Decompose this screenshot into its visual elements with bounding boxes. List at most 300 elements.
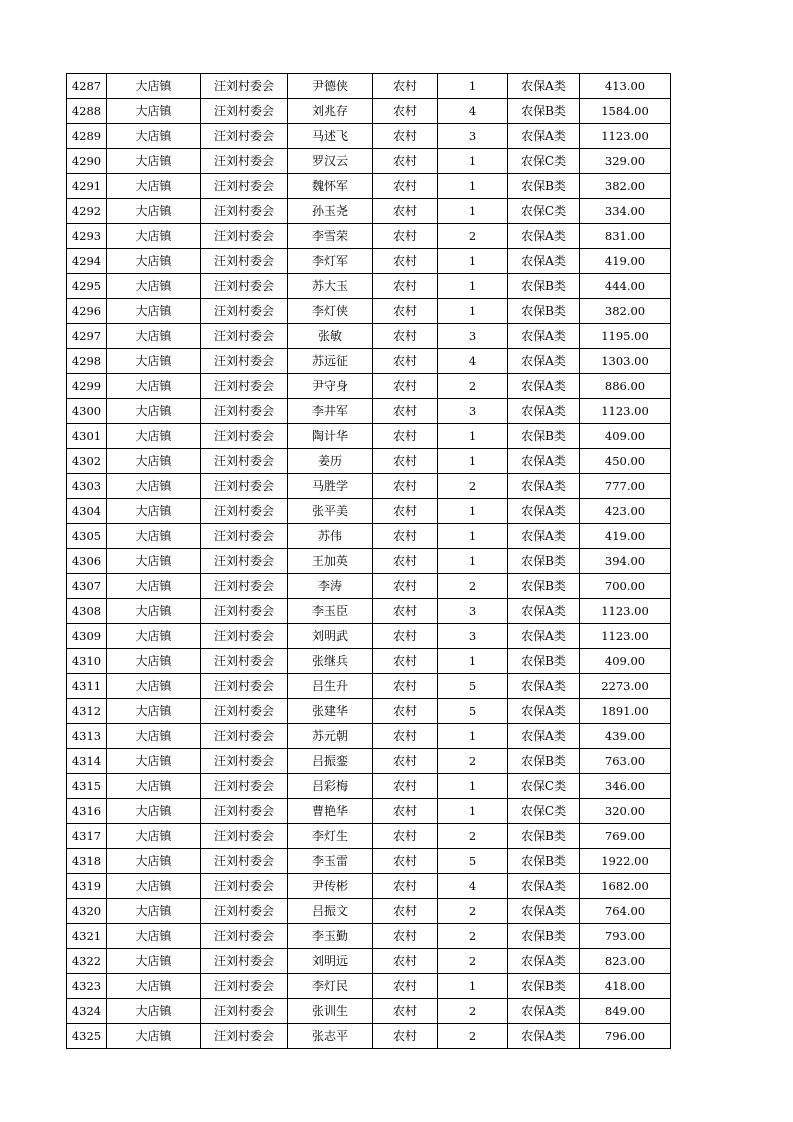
table-row <box>67 274 671 299</box>
village-committee-cell: 汪刘村委会 <box>201 274 288 299</box>
area-type-cell: 农村 <box>373 324 438 349</box>
town-cell: 大店镇 <box>107 249 201 274</box>
village-committee-cell: 汪刘村委会 <box>201 624 288 649</box>
insurance-category-cell: 农保A类 <box>508 124 580 149</box>
town-cell: 大店镇 <box>107 474 201 499</box>
table-row <box>67 949 671 974</box>
household-size-cell: 1 <box>438 549 508 574</box>
insurance-category-cell: 农保A类 <box>508 349 580 374</box>
town-cell: 大店镇 <box>107 849 201 874</box>
household-size-cell: 1 <box>438 174 508 199</box>
table-row <box>67 99 671 124</box>
household-size-cell: 1 <box>438 249 508 274</box>
household-size-cell: 1 <box>438 724 508 749</box>
village-committee-cell: 汪刘村委会 <box>201 74 288 99</box>
town-cell: 大店镇 <box>107 624 201 649</box>
village-committee-cell: 汪刘村委会 <box>201 99 288 124</box>
area-type-cell: 农村 <box>373 474 438 499</box>
table-body <box>67 74 671 1049</box>
name-cell: 马胜学 <box>288 474 373 499</box>
amount-cell: 700.00 <box>580 574 671 599</box>
village-committee-cell: 汪刘村委会 <box>201 824 288 849</box>
table-row <box>67 824 671 849</box>
table-row <box>67 724 671 749</box>
row-number-cell: 4319 <box>67 874 107 899</box>
town-cell: 大店镇 <box>107 524 201 549</box>
row-number-cell: 4313 <box>67 724 107 749</box>
row-number-cell: 4311 <box>67 674 107 699</box>
amount-cell: 1891.00 <box>580 699 671 724</box>
household-size-cell: 2 <box>438 1024 508 1049</box>
row-number-cell: 4316 <box>67 799 107 824</box>
amount-cell: 886.00 <box>580 374 671 399</box>
insurance-category-cell: 农保C类 <box>508 149 580 174</box>
row-number-cell: 4288 <box>67 99 107 124</box>
village-committee-cell: 汪刘村委会 <box>201 674 288 699</box>
town-cell: 大店镇 <box>107 574 201 599</box>
name-cell: 刘兆存 <box>288 99 373 124</box>
household-size-cell: 5 <box>438 849 508 874</box>
household-size-cell: 1 <box>438 799 508 824</box>
village-committee-cell: 汪刘村委会 <box>201 224 288 249</box>
area-type-cell: 农村 <box>373 874 438 899</box>
area-type-cell: 农村 <box>373 499 438 524</box>
household-size-cell: 1 <box>438 149 508 174</box>
table-row <box>67 349 671 374</box>
row-number-cell: 4310 <box>67 649 107 674</box>
row-number-cell: 4322 <box>67 949 107 974</box>
village-committee-cell: 汪刘村委会 <box>201 724 288 749</box>
insurance-category-cell: 农保A类 <box>508 999 580 1024</box>
household-size-cell: 4 <box>438 874 508 899</box>
insurance-category-cell: 农保B类 <box>508 824 580 849</box>
insurance-category-cell: 农保B类 <box>508 299 580 324</box>
table-row <box>67 374 671 399</box>
village-committee-cell: 汪刘村委会 <box>201 299 288 324</box>
table-row <box>67 224 671 249</box>
village-committee-cell: 汪刘村委会 <box>201 774 288 799</box>
town-cell: 大店镇 <box>107 699 201 724</box>
area-type-cell: 农村 <box>373 699 438 724</box>
insurance-category-cell: 农保C类 <box>508 199 580 224</box>
village-committee-cell: 汪刘村委会 <box>201 324 288 349</box>
amount-cell: 1682.00 <box>580 874 671 899</box>
name-cell: 尹德侠 <box>288 74 373 99</box>
amount-cell: 409.00 <box>580 649 671 674</box>
row-number-cell: 4290 <box>67 149 107 174</box>
village-committee-cell: 汪刘村委会 <box>201 999 288 1024</box>
area-type-cell: 农村 <box>373 374 438 399</box>
amount-cell: 1123.00 <box>580 124 671 149</box>
area-type-cell: 农村 <box>373 149 438 174</box>
name-cell: 李灯军 <box>288 249 373 274</box>
town-cell: 大店镇 <box>107 374 201 399</box>
household-size-cell: 5 <box>438 674 508 699</box>
name-cell: 马述飞 <box>288 124 373 149</box>
table-row <box>67 1024 671 1049</box>
village-committee-cell: 汪刘村委会 <box>201 474 288 499</box>
row-number-cell: 4297 <box>67 324 107 349</box>
name-cell: 李玉臣 <box>288 599 373 624</box>
insurance-category-cell: 农保A类 <box>508 674 580 699</box>
row-number-cell: 4325 <box>67 1024 107 1049</box>
household-size-cell: 3 <box>438 399 508 424</box>
amount-cell: 764.00 <box>580 899 671 924</box>
area-type-cell: 农村 <box>373 774 438 799</box>
table-row <box>67 599 671 624</box>
household-size-cell: 1 <box>438 74 508 99</box>
amount-cell: 1123.00 <box>580 399 671 424</box>
town-cell: 大店镇 <box>107 874 201 899</box>
table-row <box>67 249 671 274</box>
amount-cell: 394.00 <box>580 549 671 574</box>
area-type-cell: 农村 <box>373 849 438 874</box>
name-cell: 苏大玉 <box>288 274 373 299</box>
area-type-cell: 农村 <box>373 449 438 474</box>
amount-cell: 763.00 <box>580 749 671 774</box>
table-row <box>67 324 671 349</box>
amount-cell: 409.00 <box>580 424 671 449</box>
town-cell: 大店镇 <box>107 199 201 224</box>
village-committee-cell: 汪刘村委会 <box>201 974 288 999</box>
town-cell: 大店镇 <box>107 824 201 849</box>
row-number-cell: 4289 <box>67 124 107 149</box>
town-cell: 大店镇 <box>107 899 201 924</box>
insurance-category-cell: 农保B类 <box>508 424 580 449</box>
name-cell: 曹艳华 <box>288 799 373 824</box>
table-row <box>67 924 671 949</box>
household-size-cell: 1 <box>438 424 508 449</box>
amount-cell: 329.00 <box>580 149 671 174</box>
amount-cell: 418.00 <box>580 974 671 999</box>
name-cell: 刘明武 <box>288 624 373 649</box>
name-cell: 李雪荣 <box>288 224 373 249</box>
insurance-category-cell: 农保A类 <box>508 599 580 624</box>
insurance-category-cell: 农保B类 <box>508 974 580 999</box>
row-number-cell: 4305 <box>67 524 107 549</box>
name-cell: 李灯民 <box>288 974 373 999</box>
amount-cell: 1584.00 <box>580 99 671 124</box>
row-number-cell: 4321 <box>67 924 107 949</box>
area-type-cell: 农村 <box>373 124 438 149</box>
name-cell: 王加英 <box>288 549 373 574</box>
area-type-cell: 农村 <box>373 824 438 849</box>
village-committee-cell: 汪刘村委会 <box>201 949 288 974</box>
town-cell: 大店镇 <box>107 924 201 949</box>
table-row <box>67 124 671 149</box>
name-cell: 吕振銮 <box>288 749 373 774</box>
household-size-cell: 4 <box>438 349 508 374</box>
name-cell: 李井军 <box>288 399 373 424</box>
town-cell: 大店镇 <box>107 974 201 999</box>
area-type-cell: 农村 <box>373 949 438 974</box>
town-cell: 大店镇 <box>107 149 201 174</box>
village-committee-cell: 汪刘村委会 <box>201 124 288 149</box>
village-committee-cell: 汪刘村委会 <box>201 899 288 924</box>
village-committee-cell: 汪刘村委会 <box>201 649 288 674</box>
insurance-category-cell: 农保B类 <box>508 549 580 574</box>
household-size-cell: 3 <box>438 599 508 624</box>
table-row <box>67 899 671 924</box>
insurance-category-cell: 农保A类 <box>508 874 580 899</box>
town-cell: 大店镇 <box>107 449 201 474</box>
area-type-cell: 农村 <box>373 299 438 324</box>
village-committee-cell: 汪刘村委会 <box>201 374 288 399</box>
village-committee-cell: 汪刘村委会 <box>201 174 288 199</box>
amount-cell: 382.00 <box>580 299 671 324</box>
town-cell: 大店镇 <box>107 424 201 449</box>
amount-cell: 831.00 <box>580 224 671 249</box>
table-row <box>67 549 671 574</box>
household-size-cell: 1 <box>438 499 508 524</box>
insurance-category-cell: 农保C类 <box>508 799 580 824</box>
household-size-cell: 2 <box>438 899 508 924</box>
area-type-cell: 农村 <box>373 249 438 274</box>
name-cell: 李玉雷 <box>288 849 373 874</box>
household-size-cell: 2 <box>438 824 508 849</box>
town-cell: 大店镇 <box>107 399 201 424</box>
household-size-cell: 2 <box>438 949 508 974</box>
table-row <box>67 649 671 674</box>
insurance-category-cell: 农保A类 <box>508 949 580 974</box>
household-size-cell: 1 <box>438 199 508 224</box>
town-cell: 大店镇 <box>107 724 201 749</box>
village-committee-cell: 汪刘村委会 <box>201 249 288 274</box>
amount-cell: 1303.00 <box>580 349 671 374</box>
area-type-cell: 农村 <box>373 274 438 299</box>
row-number-cell: 4317 <box>67 824 107 849</box>
area-type-cell: 农村 <box>373 974 438 999</box>
area-type-cell: 农村 <box>373 549 438 574</box>
amount-cell: 793.00 <box>580 924 671 949</box>
insurance-category-cell: 农保B类 <box>508 174 580 199</box>
row-number-cell: 4300 <box>67 399 107 424</box>
row-number-cell: 4291 <box>67 174 107 199</box>
area-type-cell: 农村 <box>373 424 438 449</box>
insurance-category-cell: 农保A类 <box>508 374 580 399</box>
amount-cell: 1922.00 <box>580 849 671 874</box>
row-number-cell: 4292 <box>67 199 107 224</box>
name-cell: 孙玉尧 <box>288 199 373 224</box>
household-size-cell: 1 <box>438 274 508 299</box>
household-size-cell: 2 <box>438 224 508 249</box>
table-row <box>67 424 671 449</box>
table-row <box>67 449 671 474</box>
area-type-cell: 农村 <box>373 899 438 924</box>
row-number-cell: 4315 <box>67 774 107 799</box>
data-table <box>66 73 671 1049</box>
household-size-cell: 2 <box>438 474 508 499</box>
area-type-cell: 农村 <box>373 649 438 674</box>
insurance-category-cell: 农保A类 <box>508 74 580 99</box>
row-number-cell: 4304 <box>67 499 107 524</box>
insurance-category-cell: 农保B类 <box>508 849 580 874</box>
amount-cell: 1195.00 <box>580 324 671 349</box>
row-number-cell: 4302 <box>67 449 107 474</box>
town-cell: 大店镇 <box>107 549 201 574</box>
insurance-category-cell: 农保A类 <box>508 249 580 274</box>
insurance-category-cell: 农保A类 <box>508 474 580 499</box>
household-size-cell: 2 <box>438 574 508 599</box>
amount-cell: 346.00 <box>580 774 671 799</box>
row-number-cell: 4299 <box>67 374 107 399</box>
insurance-category-cell: 农保B类 <box>508 924 580 949</box>
name-cell: 苏伟 <box>288 524 373 549</box>
name-cell: 吕振文 <box>288 899 373 924</box>
household-size-cell: 1 <box>438 974 508 999</box>
table-row <box>67 524 671 549</box>
row-number-cell: 4324 <box>67 999 107 1024</box>
name-cell: 陶计华 <box>288 424 373 449</box>
row-number-cell: 4314 <box>67 749 107 774</box>
name-cell: 吕彩梅 <box>288 774 373 799</box>
amount-cell: 423.00 <box>580 499 671 524</box>
name-cell: 吕生升 <box>288 674 373 699</box>
insurance-category-cell: 农保A类 <box>508 399 580 424</box>
insurance-category-cell: 农保C类 <box>508 774 580 799</box>
name-cell: 张平美 <box>288 499 373 524</box>
town-cell: 大店镇 <box>107 299 201 324</box>
amount-cell: 769.00 <box>580 824 671 849</box>
row-number-cell: 4298 <box>67 349 107 374</box>
row-number-cell: 4320 <box>67 899 107 924</box>
household-size-cell: 1 <box>438 774 508 799</box>
insurance-category-cell: 农保A类 <box>508 324 580 349</box>
town-cell: 大店镇 <box>107 949 201 974</box>
name-cell: 姜历 <box>288 449 373 474</box>
row-number-cell: 4318 <box>67 849 107 874</box>
household-size-cell: 2 <box>438 374 508 399</box>
town-cell: 大店镇 <box>107 324 201 349</box>
area-type-cell: 农村 <box>373 1024 438 1049</box>
insurance-category-cell: 农保B类 <box>508 574 580 599</box>
name-cell: 李玉勤 <box>288 924 373 949</box>
town-cell: 大店镇 <box>107 599 201 624</box>
town-cell: 大店镇 <box>107 274 201 299</box>
village-committee-cell: 汪刘村委会 <box>201 199 288 224</box>
area-type-cell: 农村 <box>373 599 438 624</box>
amount-cell: 419.00 <box>580 249 671 274</box>
household-size-cell: 1 <box>438 524 508 549</box>
area-type-cell: 农村 <box>373 924 438 949</box>
table-row <box>67 199 671 224</box>
name-cell: 苏元朝 <box>288 724 373 749</box>
amount-cell: 439.00 <box>580 724 671 749</box>
town-cell: 大店镇 <box>107 99 201 124</box>
insurance-category-cell: 农保A类 <box>508 899 580 924</box>
insurance-category-cell: 农保A类 <box>508 449 580 474</box>
area-type-cell: 农村 <box>373 624 438 649</box>
town-cell: 大店镇 <box>107 749 201 774</box>
table-row <box>67 849 671 874</box>
table-row <box>67 624 671 649</box>
amount-cell: 444.00 <box>580 274 671 299</box>
table-row <box>67 499 671 524</box>
area-type-cell: 农村 <box>373 199 438 224</box>
amount-cell: 413.00 <box>580 74 671 99</box>
village-committee-cell: 汪刘村委会 <box>201 574 288 599</box>
name-cell: 李灯生 <box>288 824 373 849</box>
household-size-cell: 5 <box>438 699 508 724</box>
amount-cell: 1123.00 <box>580 624 671 649</box>
amount-cell: 382.00 <box>580 174 671 199</box>
amount-cell: 823.00 <box>580 949 671 974</box>
row-number-cell: 4287 <box>67 74 107 99</box>
table-row <box>67 999 671 1024</box>
insurance-category-cell: 农保A类 <box>508 724 580 749</box>
insurance-category-cell: 农保A类 <box>508 1024 580 1049</box>
village-committee-cell: 汪刘村委会 <box>201 349 288 374</box>
household-size-cell: 3 <box>438 624 508 649</box>
row-number-cell: 4293 <box>67 224 107 249</box>
row-number-cell: 4306 <box>67 549 107 574</box>
name-cell: 张训生 <box>288 999 373 1024</box>
table-row <box>67 974 671 999</box>
table-row <box>67 174 671 199</box>
table-row <box>67 399 671 424</box>
amount-cell: 2273.00 <box>580 674 671 699</box>
town-cell: 大店镇 <box>107 999 201 1024</box>
town-cell: 大店镇 <box>107 349 201 374</box>
town-cell: 大店镇 <box>107 174 201 199</box>
name-cell: 李灯侠 <box>288 299 373 324</box>
table-row <box>67 299 671 324</box>
household-size-cell: 1 <box>438 299 508 324</box>
name-cell: 李涛 <box>288 574 373 599</box>
area-type-cell: 农村 <box>373 749 438 774</box>
town-cell: 大店镇 <box>107 649 201 674</box>
table-row <box>67 699 671 724</box>
village-committee-cell: 汪刘村委会 <box>201 849 288 874</box>
row-number-cell: 4294 <box>67 249 107 274</box>
village-committee-cell: 汪刘村委会 <box>201 549 288 574</box>
area-type-cell: 农村 <box>373 224 438 249</box>
row-number-cell: 4308 <box>67 599 107 624</box>
row-number-cell: 4301 <box>67 424 107 449</box>
amount-cell: 320.00 <box>580 799 671 824</box>
insurance-category-cell: 农保A类 <box>508 499 580 524</box>
amount-cell: 450.00 <box>580 449 671 474</box>
area-type-cell: 农村 <box>373 99 438 124</box>
name-cell: 苏远征 <box>288 349 373 374</box>
household-size-cell: 3 <box>438 324 508 349</box>
household-size-cell: 2 <box>438 749 508 774</box>
row-number-cell: 4303 <box>67 474 107 499</box>
household-size-cell: 2 <box>438 924 508 949</box>
table-row <box>67 874 671 899</box>
amount-cell: 419.00 <box>580 524 671 549</box>
insurance-category-cell: 农保B类 <box>508 749 580 774</box>
name-cell: 魏怀军 <box>288 174 373 199</box>
amount-cell: 796.00 <box>580 1024 671 1049</box>
village-committee-cell: 汪刘村委会 <box>201 599 288 624</box>
household-size-cell: 3 <box>438 124 508 149</box>
insurance-category-cell: 农保B类 <box>508 274 580 299</box>
row-number-cell: 4295 <box>67 274 107 299</box>
town-cell: 大店镇 <box>107 224 201 249</box>
table-row <box>67 574 671 599</box>
area-type-cell: 农村 <box>373 724 438 749</box>
insurance-category-cell: 农保A类 <box>508 624 580 649</box>
village-committee-cell: 汪刘村委会 <box>201 499 288 524</box>
table-row <box>67 74 671 99</box>
area-type-cell: 农村 <box>373 349 438 374</box>
village-committee-cell: 汪刘村委会 <box>201 524 288 549</box>
area-type-cell: 农村 <box>373 574 438 599</box>
name-cell: 张志平 <box>288 1024 373 1049</box>
village-committee-cell: 汪刘村委会 <box>201 874 288 899</box>
row-number-cell: 4309 <box>67 624 107 649</box>
